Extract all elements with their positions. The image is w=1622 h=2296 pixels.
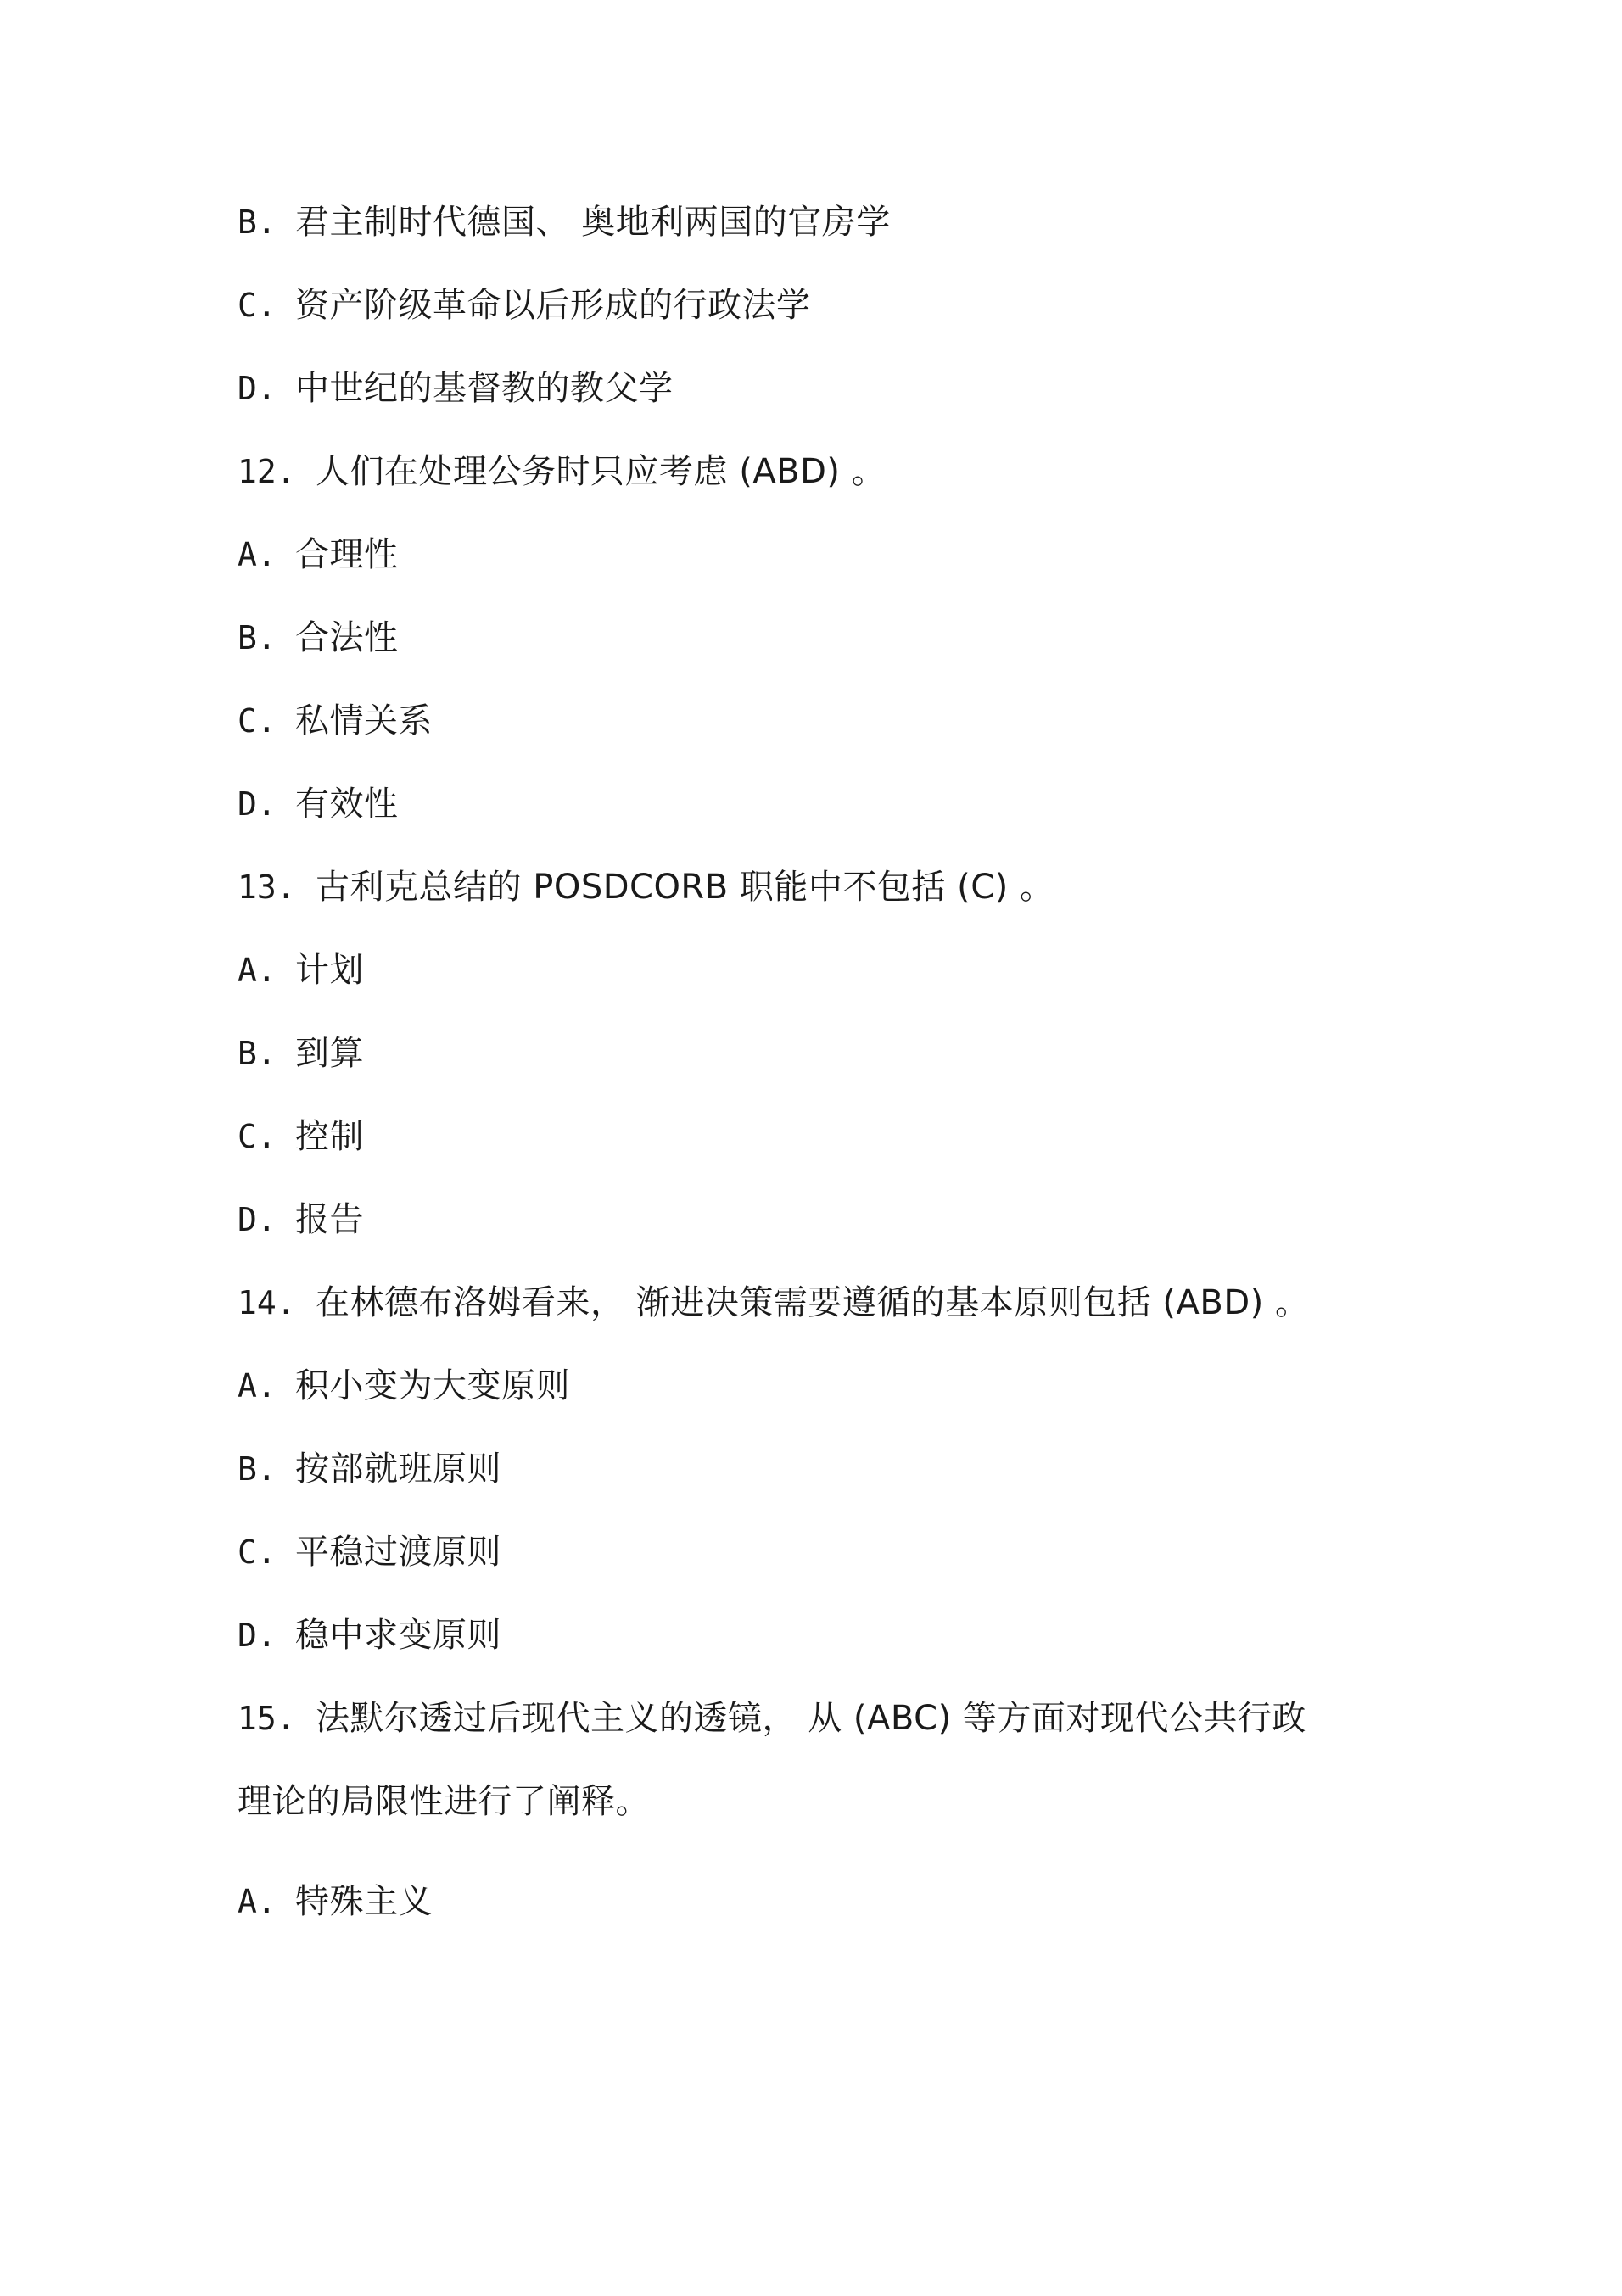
question-number: 13.	[238, 869, 296, 906]
option-text: 平稳过渡原则	[295, 1533, 501, 1572]
option-label: B.	[238, 619, 277, 656]
question-text: 法默尔透过后现代主义的透镜， 从 (ABC) 等方面对现代公共行政	[316, 1699, 1306, 1738]
option-label: D.	[238, 370, 277, 407]
question-text: 人们在处理公务时只应考虑 (ABD) 。	[316, 452, 887, 491]
question-number: 14.	[238, 1284, 296, 1321]
option-text: 有效性	[295, 785, 399, 824]
option-text: 计划	[295, 951, 364, 990]
option-text: 报告	[295, 1200, 364, 1239]
option-label: A.	[238, 952, 277, 989]
option-text: 资产阶级革命以后形成的行政法学	[295, 286, 811, 325]
question-text: 古利克总结的 POSDCORB 职能中不包括 (C) 。	[316, 868, 1054, 907]
option-text: 合理性	[295, 535, 399, 574]
option-text: 特殊主义	[295, 1882, 433, 1921]
option-label: B.	[238, 1035, 277, 1072]
option-label: C.	[238, 1533, 277, 1571]
option-text: 私情关系	[295, 701, 433, 740]
option-text: 君主制时代德国、 奥地利两国的官房学	[295, 203, 891, 242]
option-text: 按部就班原则	[295, 1450, 501, 1489]
option-label: C.	[238, 1118, 277, 1155]
option-label: A.	[238, 536, 277, 573]
option-label: B.	[238, 204, 277, 241]
question-number: 15.	[238, 1700, 296, 1737]
option-text: 到算	[295, 1034, 364, 1073]
option-label: A.	[238, 1367, 277, 1405]
option-label: C.	[238, 702, 277, 740]
option-text: 控制	[295, 1117, 364, 1156]
option-label: D.	[238, 1617, 277, 1654]
option-text: 积小变为大变原则	[295, 1366, 570, 1405]
option-label: D.	[238, 1201, 277, 1238]
question-number: 12.	[238, 453, 296, 490]
option-label: A.	[238, 1883, 277, 1920]
question-text: 在林德布洛姆看来， 渐进决策需要遵循的基本原则包括 (ABD) 。	[316, 1283, 1310, 1322]
option-text: 中世纪的基督教的教父学	[295, 369, 674, 408]
option-text: 合法性	[295, 618, 399, 657]
option-text: 稳中求变原则	[295, 1616, 501, 1655]
option-label: D.	[238, 785, 277, 823]
option-label: C.	[238, 287, 277, 324]
option-label: B.	[238, 1450, 277, 1488]
question-text-continuation: 理论的局限性进行了阐释。	[238, 1782, 650, 1821]
